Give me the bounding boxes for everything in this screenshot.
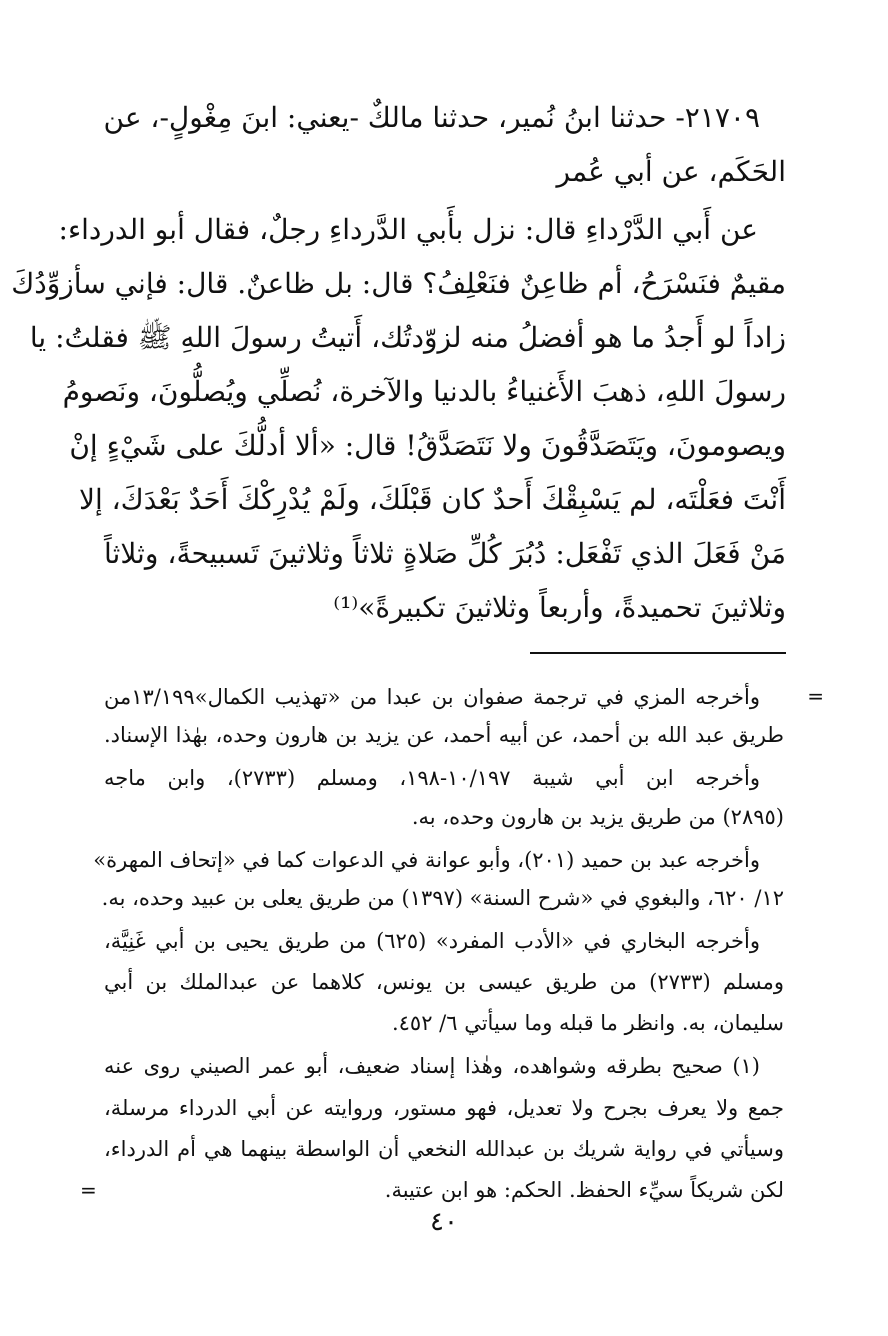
footnote-line: وأخرجه البخاري في «الأدب المفرد» (٦٢٥) من طريق يحيى بن أبي غَنِيَّة، xyxy=(104,929,761,953)
footnote-line: سليمان، به. وانظر ما قبله وما سيأتي ٦/ ٤٥٢. xyxy=(391,1011,784,1035)
hadith-line: مَنْ فَعَلَ الذي تَفْعَل: دُبُرَ كُلِّ صَلاةٍ ثلاثاً وثلاثينَ تَسبيحةً، وثلاثاً xyxy=(104,537,786,570)
hadith-line: ويصومونَ، ويَتَصَدَّقُونَ ولا نَتَصَدَّقُ! قال: «ألا أدلُّكَ على شَيْءٍ إنْ xyxy=(69,429,786,462)
footnote-line: وأخرجه المزي في ترجمة صفوان بن عبدا من «تهذيب الكمال»١٣/١٩٩من xyxy=(104,685,760,709)
hadith-line: زاداً لو أَجدُ ما هو أفضلُ منه لزوّدتُك، أَتيتُ رسولَ اللهِ ﷺ فقلتُ: يا xyxy=(29,321,786,354)
footnote-line: ١٢/ ٦٢٠، والبغوي في «شرح السنة» (١٣٩٧) من طريق يعلى بن عبيد وحده، به. xyxy=(101,886,784,910)
hadith-line: مقيمٌ فنَسْرَحُ، أم ظاعِنٌ فنَعْلِفُ؟ قال: بل ظاعنٌ. قال: فإني سأزوِّدُكَ xyxy=(11,267,786,300)
hadith-line: الحَكَم، عن أبي عُمر xyxy=(556,155,786,188)
hadith-line: عن أَبي الدَّرْداءِ قال: نزل بأَبي الدَّرداءِ رجلٌ، فقال أبو الدرداء: xyxy=(58,213,758,246)
hadith-line: ٢١٧٠٩- حدثنا ابنُ نُمير، حدثنا مالكٌ -يعني: ابنَ مِغْولٍ-، عن xyxy=(103,101,760,134)
footnote-line: لكن شريكاً سيِّء الحفظ. الحكم: هو ابن عتيبة. xyxy=(384,1178,784,1202)
footnote-line: (٢٨٩٥) من طريق يزيد بن هارون وحده، به. xyxy=(411,805,784,829)
footnote-continuation-mark: = xyxy=(807,684,824,708)
hadith-line: وثلاثينَ تحميدةً، وأربعاً وثلاثينَ تكبيرةً»⁽¹⁾ xyxy=(333,591,786,624)
footnote-end-mark: = xyxy=(80,1178,97,1202)
hadith-line: أَنْتَ فعَلْتَه، لم يَسْبِقْكَ أَحدٌ كان قَبْلَكَ، ولَمْ يُدْرِكْكَ أَحَدٌ بَعْدَكَ، إلا xyxy=(79,483,786,516)
hadith-line: رسولَ اللهِ، ذهبَ الأَغنياءُ بالدنيا والآخرة، نُصلِّي ويُصلُّونَ، ونَصومُ xyxy=(62,375,786,408)
footnote-line: وأخرجه عبد بن حميد (٢٠١)، وأبو عوانة في الدعوات كما في «إتحاف المهرة» xyxy=(93,848,760,872)
page-number: ٤٠ xyxy=(430,1207,458,1237)
footnote-line: ومسلم (٢٧٣٣) من طريق عيسى بن يونس، كلاهما عن عبدالملك بن أبي xyxy=(104,970,784,994)
footnote-line: وأخرجه ابن أبي شيبة ١٠/١٩٧-١٩٨، ومسلم (٢٧٣٣)، وابن ماجه xyxy=(104,766,760,790)
footnote-line: وسيأتي في رواية شريك بن عبدالله النخعي أن الواسطة بينهما هي أم الدرداء، xyxy=(104,1137,784,1161)
footnote-line: (١) صحيح بطرقه وشواهده، وهٰذا إسناد ضعيف، أبو عمر الصيني روى عنه xyxy=(104,1054,760,1078)
footnote-line: جمع ولا يعرف بجرح ولا تعديل، فهو مستور، وروايته عن أبي الدرداء مرسلة، xyxy=(104,1096,784,1120)
footnote-line: طريق عبد الله بن أحمد، عن أبيه أحمد، عن يزيد بن هارون وحده، بهٰذا الإسناد. xyxy=(104,723,784,747)
footnote-separator xyxy=(530,652,786,654)
